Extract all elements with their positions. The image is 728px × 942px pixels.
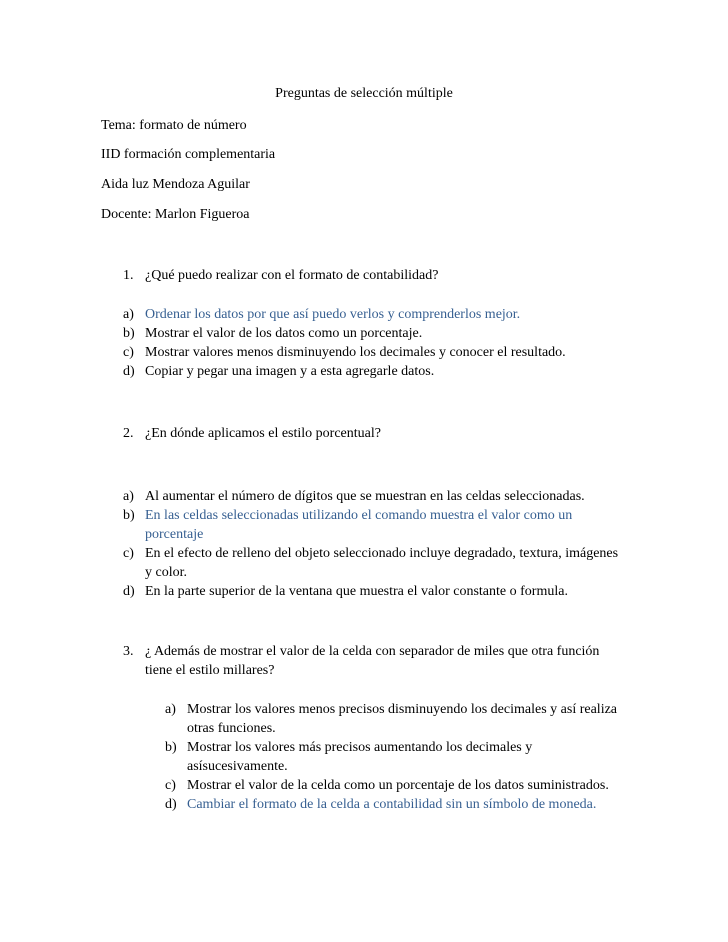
option-text-line-1: En las celdas seleccionadas utilizando el comando muestra el valor como un [145, 508, 573, 523]
q1-option-c [123, 343, 643, 363]
option-label: d) [123, 584, 135, 599]
q2-option-d [123, 582, 643, 602]
option-text-line-2: porcentaje [145, 527, 204, 542]
q1-option-d [123, 362, 643, 382]
teacher-line: Docente: Marlon Figueroa [101, 207, 250, 222]
question-2 [123, 424, 623, 444]
option-text-line-1: Mostrar los valores menos precisos disminuyendo los decimales y así realiza [187, 702, 618, 717]
question-3 [123, 642, 643, 682]
option-text: Mostrar el valor de los datos como un porcentaje. [145, 326, 423, 341]
option-label: b) [123, 508, 135, 523]
tema-line: Tema: formato de número [101, 118, 247, 133]
question-number: 1. [123, 268, 134, 283]
option-text: Mostrar valores menos disminuyendo los decimales y conocer el resultado. [145, 345, 566, 360]
question-text-line-2: tiene el estilo millares? [145, 663, 275, 678]
q3-option-c [165, 776, 645, 796]
option-label: c) [123, 345, 134, 360]
option-label: d) [123, 364, 135, 379]
question-text: ¿En dónde aplicamos el estilo porcentual? [145, 426, 381, 441]
option-label: c) [123, 546, 134, 561]
q1-option-a [123, 305, 643, 325]
author-line: Aida luz Mendoza Aguilar [101, 177, 250, 192]
document-title: Preguntas de selección múltiple [275, 86, 453, 101]
option-text: Al aumentar el número de dígitos que se muestran en las celdas seleccionadas. [145, 489, 585, 504]
option-text-line-2: otras funciones. [187, 721, 276, 736]
q1-option-b [123, 324, 643, 344]
q2-option-a [123, 487, 643, 507]
option-text: Mostrar el valor de la celda como un porcentaje de los datos suministrados. [187, 778, 609, 793]
question-number: 2. [123, 426, 134, 441]
q2-option-b [123, 506, 643, 546]
q3-option-b [165, 738, 645, 778]
option-text-line-2: y color. [145, 565, 187, 580]
question-text: ¿Qué puedo realizar con el formato de contabilidad? [145, 268, 439, 283]
option-text-line-1: En el efecto de relleno del objeto seleccionado incluye degradado, textura, imágenes [145, 546, 619, 561]
curso-line: IID formación complementaria [101, 147, 276, 162]
option-text: Cambiar el formato de la celda a contabilidad sin un símbolo de moneda. [187, 797, 597, 812]
option-label: b) [123, 326, 135, 341]
option-text: Copiar y pegar una imagen y a esta agregarle datos. [145, 364, 435, 379]
option-label: a) [123, 489, 134, 504]
q3-option-d [165, 795, 645, 815]
option-text: Ordenar los datos por que así puedo verlos y comprenderlos mejor. [145, 307, 521, 322]
question-text-line-1: ¿ Además de mostrar el valor de la celda con separador de miles que otra función [145, 644, 600, 659]
option-label: a) [123, 307, 134, 322]
option-text-line-2: asísucesivamente. [187, 759, 288, 774]
question-number: 3. [123, 644, 134, 659]
q2-option-c [123, 544, 643, 584]
question-1 [123, 266, 623, 286]
q3-option-a [165, 700, 645, 740]
option-label: a) [165, 702, 176, 717]
option-label: b) [165, 740, 177, 755]
option-text: En la parte superior de la ventana que muestra el valor constante o formula. [145, 584, 568, 599]
option-text-line-1: Mostrar los valores más precisos aumentando los decimales y [187, 740, 533, 755]
option-label: d) [165, 797, 177, 812]
option-label: c) [165, 778, 176, 793]
